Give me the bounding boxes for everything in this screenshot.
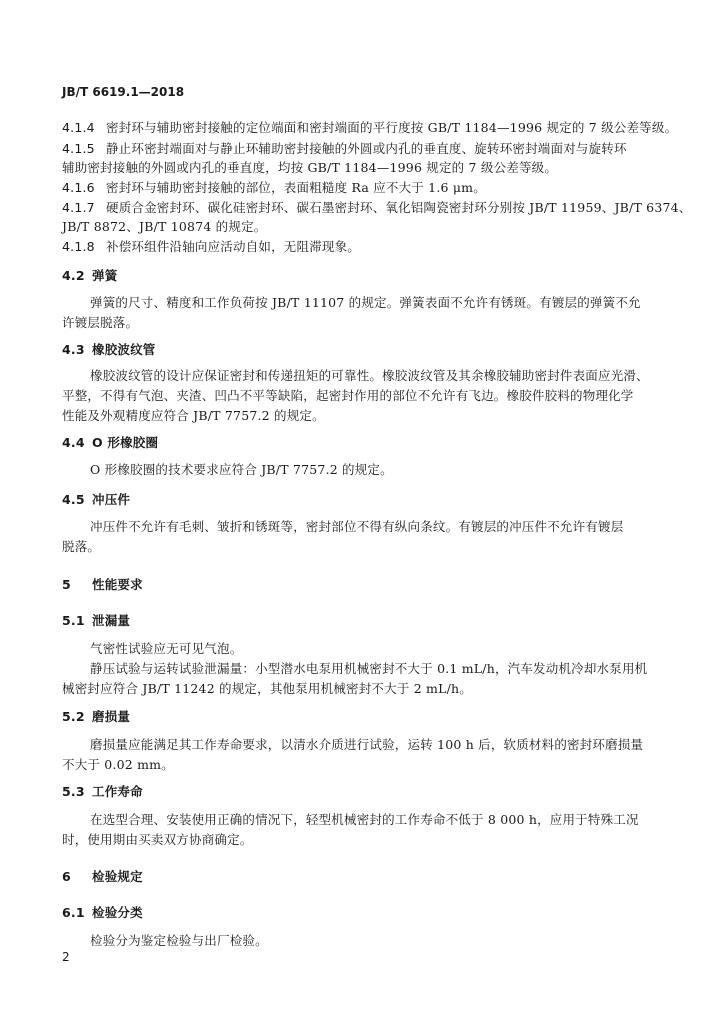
section-title: O 形橡胶圈 <box>92 435 159 450</box>
clause-4-1-4 <box>62 118 677 136</box>
chapter-number: 6 <box>62 869 71 884</box>
chapter-title: 性能要求 <box>92 577 143 592</box>
clause-4-1-5-cont: 辅助密封接触的外圆或内孔的垂直度，均按 GB/T 1184—1996 规定的 7 级公差等级。 <box>62 160 558 175</box>
section-4-5-para-line2: 脱落。 <box>62 539 101 554</box>
section-number: 4.3 <box>62 342 85 357</box>
section-4-3-para-line2: 平整，不得有气泡、夹渣、凹凸不平等缺陷，起密封作用的部位不允许有飞边。橡胶件胶料的物理化学 <box>62 388 634 403</box>
chapter-number: 5 <box>62 577 71 592</box>
clause-4-1-5 <box>62 139 627 157</box>
section-number: 6.1 <box>62 905 85 920</box>
clause-4-1-8 <box>62 237 360 255</box>
section-5-2-heading <box>62 707 130 725</box>
section-number: 4.4 <box>62 435 85 450</box>
section-5-3-heading <box>62 782 143 800</box>
clause-4-1-7-cont: JB/T 8872、JB/T 10874 的规定。 <box>62 219 267 234</box>
section-title: 弹簧 <box>92 268 118 283</box>
clause-4-1-7 <box>62 198 692 216</box>
section-5-1-para1: 气密性试验应无可见气泡。 <box>90 641 243 656</box>
section-title: 磨损量 <box>92 709 131 724</box>
section-4-5-heading <box>62 490 130 508</box>
clause-number: 4.1.7 <box>62 200 95 215</box>
section-number: 5.2 <box>62 709 85 724</box>
section-title: 工作寿命 <box>92 784 143 799</box>
clause-number: 4.1.4 <box>62 120 95 135</box>
document-header: JB/T 6619.1—2018 <box>62 85 185 99</box>
section-5-2-para-line2: 不大于 0.02 mm。 <box>62 757 174 772</box>
section-number: 5.3 <box>62 784 85 799</box>
chapter-title: 检验规定 <box>92 869 143 884</box>
section-4-3-para-line1: 橡胶波纹管的设计应保证密封和传递扭矩的可靠性。橡胶波纹管及其余橡胶辅助密封件表面应光滑、 <box>90 368 649 383</box>
section-4-2-heading <box>62 266 117 284</box>
section-5-1-heading <box>62 611 130 629</box>
section-4-2-para-line2: 许镀层脱落。 <box>62 315 139 330</box>
section-title: 检验分类 <box>92 905 143 920</box>
section-title: 橡胶波纹管 <box>92 342 156 357</box>
clause-text: 硬质合金密封环、碳化硅密封环、碳石墨密封环、氧化铝陶瓷密封环分别按 JB/T 11959、JB/T 6374、 <box>106 200 692 215</box>
section-4-4-heading <box>62 433 158 451</box>
section-4-4-para-line1: O 形橡胶圈的技术要求应符合 JB/T 7757.2 的规定。 <box>90 462 393 477</box>
section-4-5-para-line1: 冲压件不允许有毛刺、皱折和锈斑等，密封部位不得有纵向条纹。有镀层的冲压件不允许有镀层 <box>90 519 624 534</box>
chapter-5-heading <box>62 575 143 593</box>
section-6-1-heading <box>62 903 143 921</box>
clause-text: 密封环与辅助密封接触的定位端面和密封端面的平行度按 GB/T 1184—1996 规定的 7 级公差等级。 <box>106 120 678 135</box>
section-5-1-para2-line1: 静压试验与运转试验泄漏量：小型潜水电泵用机械密封不大于 0.1 mL/h，汽车发动机冷却水泵用机 <box>90 661 648 676</box>
clause-number: 4.1.8 <box>62 239 95 254</box>
section-6-1-para-line1: 检验分为鉴定检验与出厂检验。 <box>90 933 268 948</box>
clause-text: 静止环密封端面对与静止环辅助密封接触的外圆或内孔的垂直度、旋转环密封端面对与旋转环 <box>106 141 627 156</box>
section-title: 泄漏量 <box>92 613 131 628</box>
page-number: 2 <box>62 950 70 964</box>
section-5-2-para-line1: 磨损量应能满足其工作寿命要求，以清水介质进行试验，运转 100 h 后，软质材料的密封环磨损量 <box>90 737 644 752</box>
section-number: 4.5 <box>62 492 85 507</box>
clause-number: 4.1.6 <box>62 180 95 195</box>
section-number: 5.1 <box>62 613 85 628</box>
section-title: 冲压件 <box>92 492 131 507</box>
section-5-3-para-line1: 在选型合理、安装使用正确的情况下，轻型机械密封的工作寿命不低于 8 000 h，应用于特殊工况 <box>90 812 639 827</box>
section-5-3-para-line2: 时，使用期由买卖双方协商确定。 <box>62 832 253 847</box>
section-4-2-para-line1: 弹簧的尺寸、精度和工作负荷按 JB/T 11107 的规定。弹簧表面不允许有锈斑。有镀层的弹簧不允 <box>90 295 641 310</box>
section-5-1-para2-line2: 械密封应符合 JB/T 11242 的规定，其他泵用机械密封不大于 2 mL/h。 <box>62 681 472 696</box>
clause-4-1-6 <box>62 178 486 196</box>
chapter-6-heading <box>62 867 143 885</box>
clause-text: 补偿环组件沿轴向应活动自如，无阻滞现象。 <box>106 239 361 254</box>
section-4-3-heading <box>62 340 156 358</box>
section-4-3-para-line3: 性能及外观精度应符合 JB/T 7757.2 的规定。 <box>62 408 325 423</box>
section-number: 4.2 <box>62 268 85 283</box>
clause-text: 密封环与辅助密封接触的部位，表面粗糙度 Ra 应不大于 1.6 μm。 <box>106 180 486 195</box>
clause-number: 4.1.5 <box>62 141 95 156</box>
